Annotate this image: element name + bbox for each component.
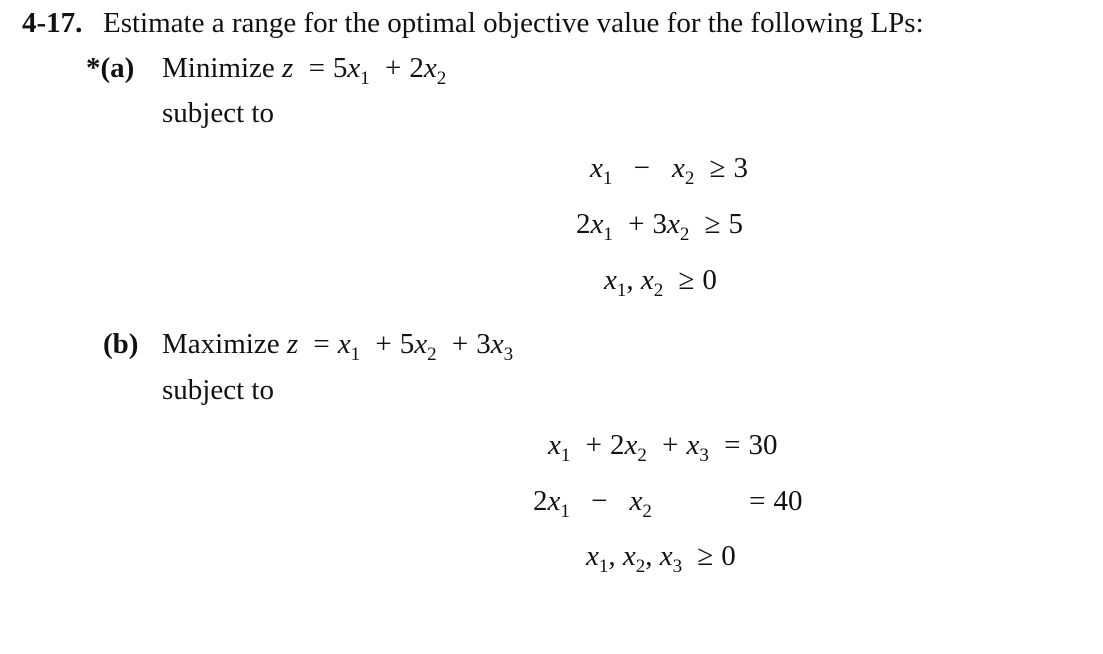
part-b-label: (b) bbox=[103, 328, 139, 360]
geq-sign: ≥ bbox=[697, 540, 714, 572]
constraint-b1 bbox=[548, 429, 778, 466]
coefficient: 2 bbox=[533, 485, 548, 517]
variable: x bbox=[666, 208, 680, 240]
variable: x bbox=[671, 152, 685, 184]
variable: x bbox=[629, 485, 643, 517]
objective-word: Minimize bbox=[162, 52, 275, 84]
objective-word: Maximize bbox=[162, 328, 280, 360]
subscript: 2 bbox=[635, 556, 646, 577]
objective-variable: z bbox=[282, 52, 294, 84]
subscript: 2 bbox=[684, 168, 695, 189]
subject-to-label: subject to bbox=[162, 97, 274, 129]
subject-to-label: subject to bbox=[162, 374, 274, 406]
plus-sign: + bbox=[385, 52, 402, 84]
geq-sign: ≥ bbox=[709, 152, 726, 184]
subscript: 1 bbox=[603, 224, 613, 245]
problem-statement: Estimate a range for the optimal objective value for the following LPs: bbox=[103, 7, 924, 39]
subscript: 2 bbox=[436, 68, 447, 89]
plus-sign: + bbox=[662, 429, 679, 461]
coefficient: 2 bbox=[409, 52, 424, 84]
coefficient: 2 bbox=[576, 208, 591, 240]
geq-sign: ≥ bbox=[678, 264, 695, 296]
rhs-value: 0 bbox=[721, 540, 736, 572]
rhs-value: 5 bbox=[728, 208, 744, 240]
variable: x bbox=[337, 328, 351, 360]
part-a-objective bbox=[162, 52, 447, 89]
coefficient: 5 bbox=[399, 328, 415, 360]
constraint-a1 bbox=[590, 152, 749, 189]
part-a-label: *(a) bbox=[86, 52, 135, 84]
subscript: 1 bbox=[598, 556, 609, 577]
variable: x bbox=[640, 264, 654, 296]
rhs-value: 40 bbox=[773, 485, 803, 517]
rhs-value: 3 bbox=[733, 152, 749, 184]
variable: x bbox=[423, 52, 437, 84]
coefficient: 3 bbox=[652, 208, 667, 240]
plus-sign: + bbox=[451, 328, 469, 360]
coefficient: 3 bbox=[476, 328, 491, 360]
constraint-b3 bbox=[586, 540, 736, 577]
equals-sign: = bbox=[724, 429, 741, 461]
comma: , bbox=[626, 264, 634, 296]
variable: x bbox=[604, 264, 617, 296]
equals-sign: = bbox=[313, 328, 330, 360]
plus-sign: + bbox=[585, 429, 602, 461]
variable: x bbox=[622, 540, 636, 572]
rhs-value: 30 bbox=[748, 429, 778, 461]
rhs-value: 0 bbox=[702, 264, 717, 296]
subscript: 2 bbox=[427, 344, 437, 365]
variable: x bbox=[590, 152, 603, 184]
plus-sign: + bbox=[628, 208, 645, 240]
comma: , bbox=[608, 540, 616, 572]
comma: , bbox=[645, 540, 653, 572]
problem-number: 4-17. bbox=[22, 7, 83, 39]
variable: x bbox=[347, 52, 361, 84]
coefficient: 2 bbox=[609, 429, 625, 461]
subscript: 2 bbox=[679, 224, 690, 245]
variable: x bbox=[624, 429, 638, 461]
subscript: 3 bbox=[699, 445, 709, 466]
variable: x bbox=[586, 540, 599, 572]
subscript: 3 bbox=[672, 556, 683, 577]
subscript: 2 bbox=[637, 445, 647, 466]
constraint-a3 bbox=[604, 264, 717, 301]
plus-sign: + bbox=[375, 328, 392, 360]
equals-sign: = bbox=[308, 52, 325, 84]
geq-sign: ≥ bbox=[704, 208, 721, 240]
subscript: 1 bbox=[560, 445, 571, 466]
subscript: 1 bbox=[616, 280, 627, 301]
subscript: 3 bbox=[503, 344, 514, 365]
variable: x bbox=[659, 540, 673, 572]
subscript: 1 bbox=[560, 501, 570, 522]
coefficient: 5 bbox=[332, 52, 348, 84]
subscript: 1 bbox=[360, 68, 370, 89]
variable: x bbox=[490, 328, 504, 360]
equals-sign: = bbox=[749, 485, 766, 517]
variable: x bbox=[414, 328, 428, 360]
minus-sign: − bbox=[591, 485, 608, 517]
part-b-objective bbox=[162, 328, 514, 365]
variable: x bbox=[547, 485, 561, 517]
subscript: 2 bbox=[653, 280, 664, 301]
subscript: 2 bbox=[642, 501, 652, 522]
subscript: 1 bbox=[350, 344, 361, 365]
constraint-b2 bbox=[533, 485, 803, 522]
constraint-a2 bbox=[576, 208, 744, 245]
variable: x bbox=[590, 208, 604, 240]
variable: x bbox=[548, 429, 561, 461]
subscript: 1 bbox=[602, 168, 613, 189]
minus-sign: − bbox=[633, 152, 650, 184]
objective-variable: z bbox=[286, 328, 299, 360]
variable: x bbox=[686, 429, 700, 461]
